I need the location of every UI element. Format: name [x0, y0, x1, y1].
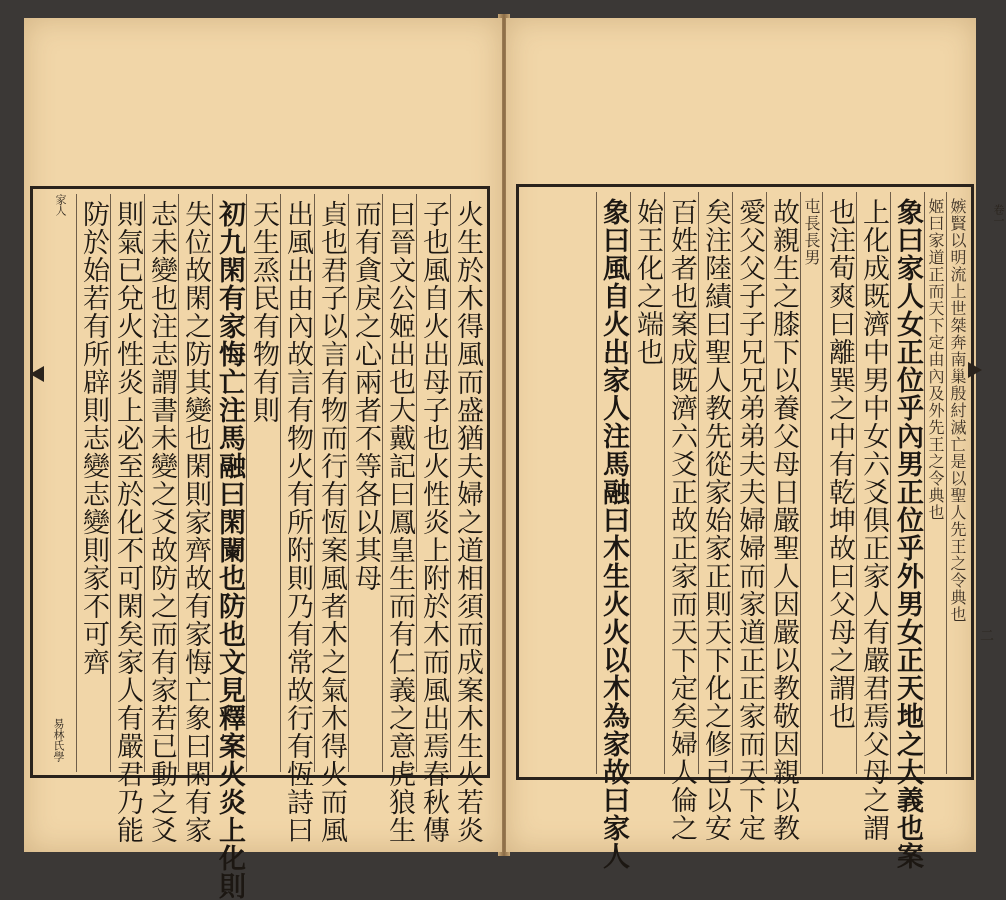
text-column: 防於始若有所辟則志變志變則家不可齊 [76, 194, 110, 772]
text-column: 愛父父子子兄兄弟弟夫夫婦婦而家道正正家而天下定 [732, 192, 766, 774]
text-column: 象曰風自火出家人注馬融曰木生火火以木為家故曰家人 [596, 192, 630, 774]
text-column: 也注荀爽曰離巽之中有乾坤故曰父母之謂也 [822, 192, 856, 774]
text-column: 失位故閑之防其變也閑則家齊故有家悔亡象曰閑有家 [178, 194, 212, 772]
text-column: 姬曰家道正而天下定由內及外先王之令典也 [924, 192, 946, 774]
text-column: 曰晉文公姬出也大戴記曰鳳皇生而有仁義之意虎狼生 [382, 194, 416, 772]
text-column: 貞也君子以言有物而行有恆案風者木之氣木得火而風 [314, 194, 348, 772]
text-column: 屯長長男 [800, 192, 822, 774]
text-column: 火生於木得風而盛猶夫婦之道相須而成案木生火若炎 [450, 194, 484, 772]
fishtail-mark-left [30, 366, 44, 382]
text-column: 志未變也注志謂書未變之爻故防之而有家若已動之爻 [144, 194, 178, 772]
text-column: 初九閑有家悔亡注馬融曰閑闌也防也文見釋案火炎上化則 [212, 194, 246, 772]
text-column: 始王化之端也 [630, 192, 664, 774]
right-page [506, 18, 1005, 870]
right-text-columns [522, 192, 968, 870]
text-column: 故親生之膝下以養父母日嚴聖人因嚴以教敬因親以教 [766, 192, 800, 774]
text-column: 百姓者也案成既濟六爻正故正家而天下定矣婦人倫之 [664, 192, 698, 774]
text-column: 嫉賢以明流上世桀奔南巢殷紂滅亡是以聖人先王之令典也 [946, 192, 968, 774]
left-edge-label: 家人 [54, 194, 67, 216]
left-footer-text: 易林氏學 [52, 718, 65, 762]
fishtail-mark-right [968, 362, 982, 378]
text-column: 而有貪戾之心兩者不等各以其母 [348, 194, 382, 772]
text-column: 子也風自火出母子也火性炎上附於木而風出焉春秋傳 [416, 194, 450, 772]
left-page [24, 18, 502, 900]
right-edge-label: 卷一 [992, 204, 1005, 226]
text-column: 出風出由內故言有物火有所附則乃有常故行有恆詩曰 [280, 194, 314, 772]
text-column: 天生烝民有物有則 [246, 194, 280, 772]
left-text-columns [36, 194, 484, 900]
text-column: 象曰家人女正位乎內男正位乎外男女正天地之大義也案 [890, 192, 924, 774]
left-text-frame [30, 186, 490, 900]
text-column: 矣注陸績曰聖人教先從家始家正則天下化之修己以安 [698, 192, 732, 774]
right-text-frame [516, 184, 974, 870]
text-column: 上化成既濟中男中女六爻俱正家人有嚴君焉父母之謂 [856, 192, 890, 774]
page-number: 二 [978, 628, 994, 642]
text-column: 則氣已兌火性炎上必至於化不可閑矣家人有嚴君乃能 [110, 194, 144, 772]
